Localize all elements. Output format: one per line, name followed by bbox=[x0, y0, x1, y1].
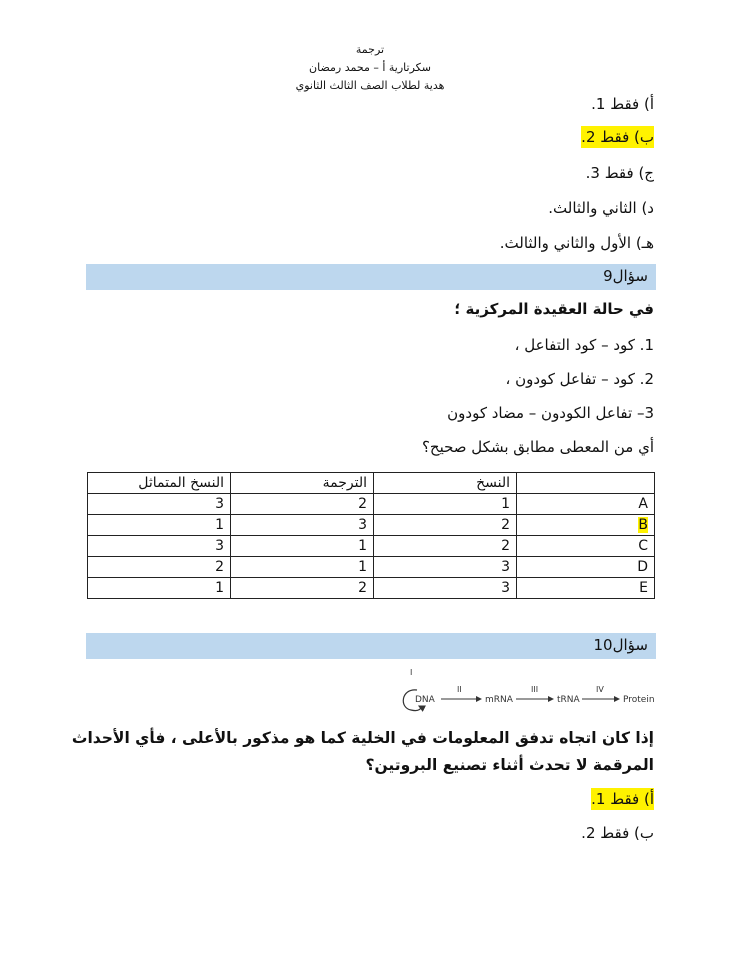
table-header bbox=[517, 473, 655, 494]
table-cell: 1 bbox=[88, 578, 231, 599]
table-row bbox=[88, 515, 655, 536]
table-cell: 1 bbox=[231, 557, 374, 578]
table-cell: 1 bbox=[374, 494, 517, 515]
row-label bbox=[517, 536, 655, 557]
option-e: هـ) الأول والثاني والثالث. bbox=[499, 234, 654, 252]
table-cell: 2 bbox=[231, 578, 374, 599]
question-9-item-3: 3– تفاعل الكودون – مضاد كودون bbox=[447, 404, 654, 422]
table-cell: 2 bbox=[88, 557, 231, 578]
table-header: الترجمة bbox=[231, 473, 374, 494]
header-title: ترجمة bbox=[355, 43, 385, 56]
table-cell: 3 bbox=[88, 536, 231, 557]
table-cell: 3 bbox=[374, 578, 517, 599]
node-trna: tRNA bbox=[557, 695, 580, 705]
question-9-prompt: في حالة العقيدة المركزية ؛ bbox=[454, 300, 654, 318]
table-cell: 1 bbox=[88, 515, 231, 536]
table-cell: 2 bbox=[231, 494, 374, 515]
row-label-text: B bbox=[638, 517, 648, 533]
question-9-question: أي من المعطى مطابق بشكل صحيح؟ bbox=[421, 438, 654, 456]
central-dogma-diagram bbox=[395, 668, 660, 714]
header-dedication: هدية لطلاب الصف الثالث الثانوي bbox=[295, 79, 445, 92]
option-b: ب) فقط 2. bbox=[581, 128, 654, 146]
question-10-label: سؤال10 bbox=[593, 636, 648, 654]
answer-table bbox=[87, 472, 655, 599]
row-label bbox=[517, 515, 655, 536]
q10-option-a: أ) فقط 1. bbox=[591, 790, 654, 808]
table-row bbox=[88, 578, 655, 599]
step-label-3: III bbox=[531, 685, 539, 694]
table-row bbox=[88, 536, 655, 557]
row-label-text: E bbox=[639, 580, 648, 596]
table-cell: 2 bbox=[374, 536, 517, 557]
step-label-4: IV bbox=[596, 685, 604, 694]
table-header: النسخ bbox=[374, 473, 517, 494]
row-label-text: D bbox=[637, 559, 648, 575]
question-9-item-1: 1. كود – كود التفاعل ، bbox=[514, 336, 654, 354]
question-10-bar bbox=[86, 633, 656, 659]
table-header-row bbox=[88, 473, 655, 494]
table-cell: 3 bbox=[374, 557, 517, 578]
table-cell: 1 bbox=[231, 536, 374, 557]
header-author: سكرتارية أ – محمد رمضان bbox=[309, 61, 431, 74]
step-label-1: I bbox=[410, 668, 413, 677]
table-cell: 3 bbox=[231, 515, 374, 536]
table-row bbox=[88, 557, 655, 578]
step-label-2: II bbox=[457, 685, 462, 694]
node-mrna: mRNA bbox=[485, 695, 513, 705]
option-a: أ) فقط 1. bbox=[591, 95, 654, 113]
q10-option-b: ب) فقط 2. bbox=[581, 824, 654, 842]
row-label bbox=[517, 557, 655, 578]
row-label-text: C bbox=[638, 538, 648, 554]
question-9-label: سؤال9 bbox=[603, 267, 648, 285]
table-header: النسخ المتماثل bbox=[88, 473, 231, 494]
row-label bbox=[517, 494, 655, 515]
question-9-item-2: 2. كود – تفاعل كودون ، bbox=[505, 370, 654, 388]
question-10-text-line-1: إذا كان اتجاه تدفق المعلومات في الخلية كما هو مذكور بالأعلى ، فأي الأحداث bbox=[71, 729, 654, 747]
row-label bbox=[517, 578, 655, 599]
table-cell: 2 bbox=[374, 515, 517, 536]
option-d: د) الثاني والثالث. bbox=[548, 199, 654, 217]
row-label-text: A bbox=[638, 496, 648, 512]
table-row bbox=[88, 494, 655, 515]
option-c: ج) فقط 3. bbox=[585, 164, 654, 182]
question-9-bar bbox=[86, 264, 656, 290]
node-dna: DNA bbox=[415, 695, 435, 705]
question-10-text-line-2: المرقمة لا تحدث أثناء تصنيع البروتين؟ bbox=[365, 756, 654, 774]
node-protein: Protein bbox=[623, 695, 655, 705]
table-cell: 3 bbox=[88, 494, 231, 515]
